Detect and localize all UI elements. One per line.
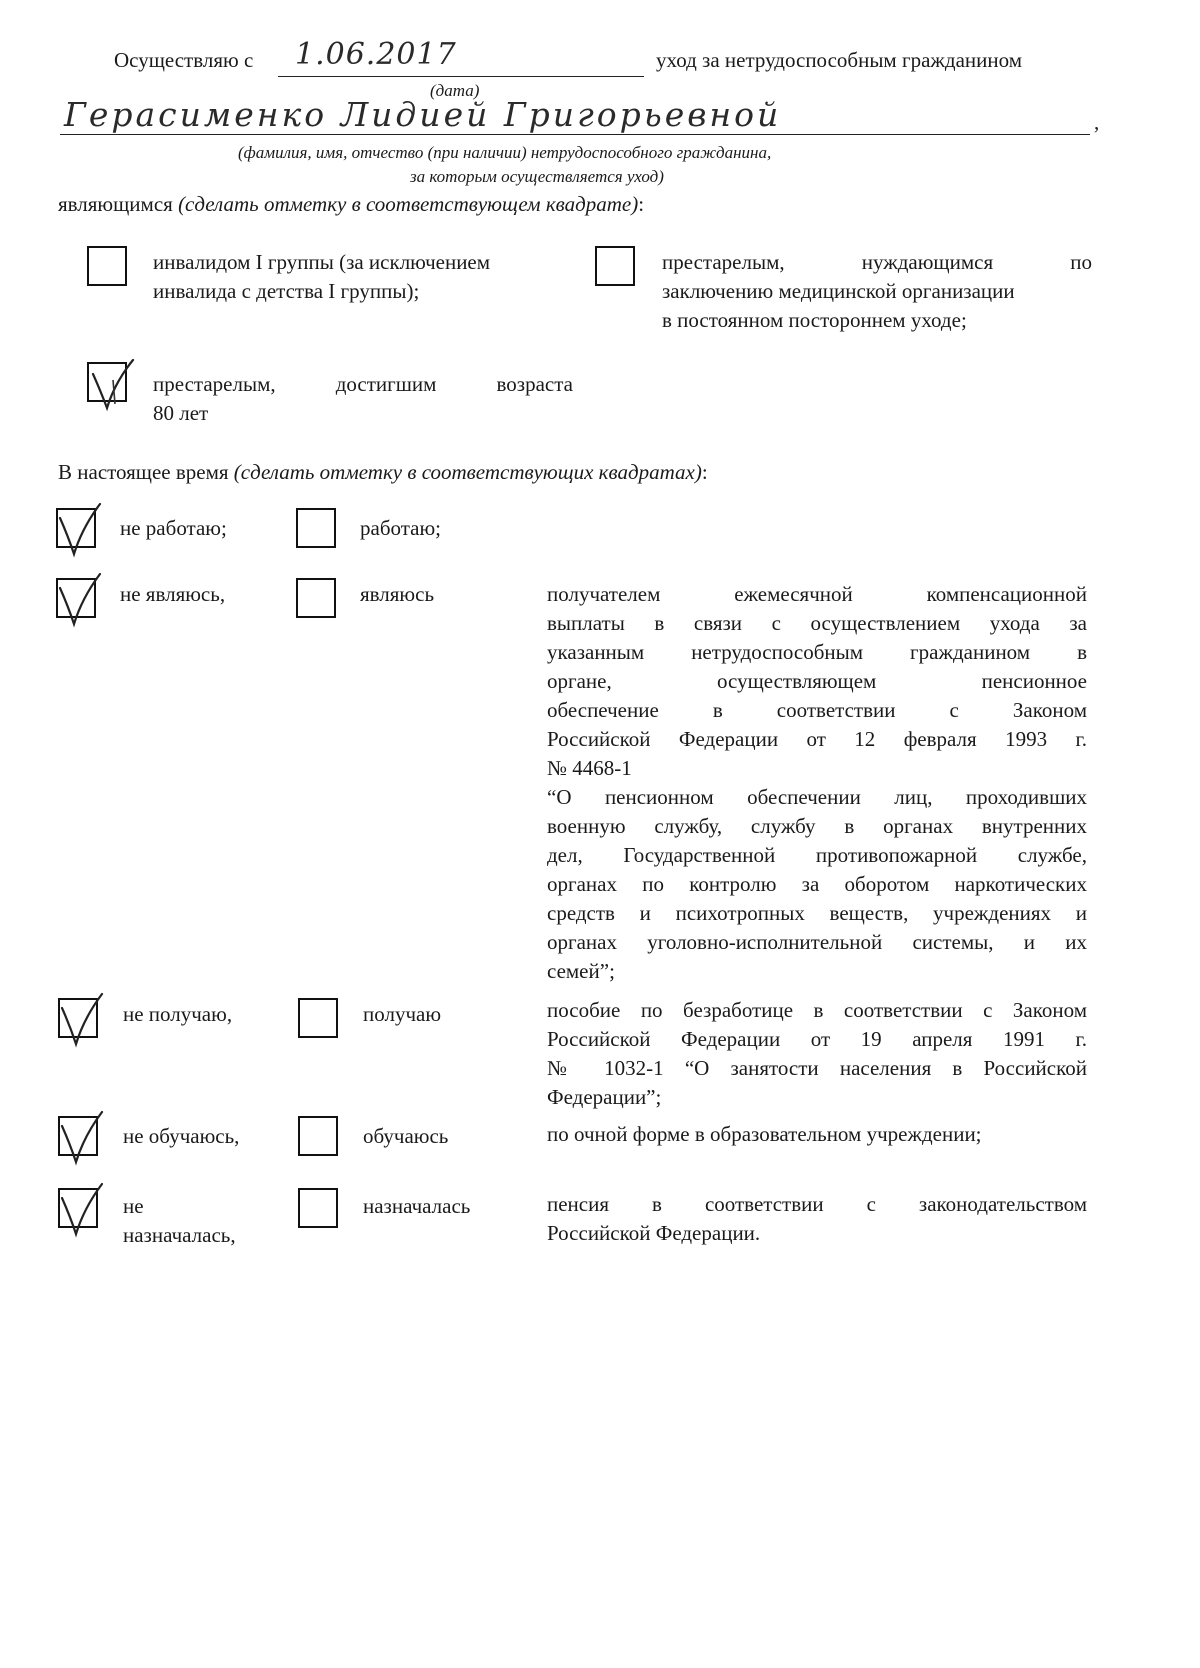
checkbox-working[interactable] [296, 508, 336, 548]
checkbox-pension-assigned[interactable] [298, 1188, 338, 1228]
status-intro-colon: : [638, 192, 645, 216]
label-line: назначалась, [123, 1223, 236, 1247]
checkbox-recipient[interactable] [296, 578, 336, 618]
description-line: выплаты в связи с осуществлением ухода за [547, 611, 1087, 635]
label-recipient: являюсь [360, 582, 435, 606]
description-line: пособие по безработице в соответствии с Законом [547, 998, 1087, 1022]
status-option-elderly-care [662, 248, 1092, 335]
unemployment-description [547, 996, 1087, 1112]
description-line: семей”; [547, 959, 615, 983]
description-line: пенсия в соответствии с законодательством [547, 1192, 1087, 1216]
description-line: “О пенсионном обеспечении лиц, проходивших [547, 785, 1087, 809]
checkbox-not-studying[interactable] [58, 1116, 98, 1156]
label-working: работаю; [360, 516, 442, 540]
name-caption-2: за которым осуществляется уход) [410, 167, 664, 186]
label-pension-assigned: назначалась [363, 1194, 471, 1218]
name-underline [60, 134, 1090, 135]
description-line: органе, осуществляющем пенсионное [547, 669, 1087, 693]
compensation-description [547, 580, 1087, 986]
checkbox-pension-not-assigned[interactable] [58, 1188, 98, 1228]
status-option-line: в постоянном постороннем уходе; [662, 308, 967, 332]
description-line: дел, Государственной противопожарной службе, [547, 843, 1087, 867]
description-line: Российской Федерации от 19 апреля 1991 г. [547, 1027, 1087, 1051]
description-line: указанным нетрудоспособным гражданином в [547, 640, 1087, 664]
status-option-line: инвалида с детства I группы); [153, 279, 420, 303]
current-intro [58, 458, 708, 487]
description-line: средств и психотропных веществ, учреждениях и [547, 901, 1087, 925]
carry-prefix: Осуществляю с [114, 48, 254, 72]
checkmark-icon [54, 988, 110, 1048]
date-caption: (дата) [430, 81, 480, 100]
current-intro-text: В настоящее время [58, 460, 229, 484]
checkmark-icon [54, 1106, 110, 1166]
description-line: обеспечение в соответствии с Законом [547, 698, 1087, 722]
description-line: получателем ежемесячной компенсационной [547, 582, 1087, 606]
description-line: Федерации”; [547, 1085, 662, 1109]
name-caption-1: (фамилия, имя, отчество (при наличии) нетрудоспособного гражданина, [238, 143, 772, 162]
checkbox-not-working[interactable] [56, 508, 96, 548]
checkbox-not-recipient[interactable] [56, 578, 96, 618]
status-option-disabled-group1 [153, 248, 573, 306]
date-underline [278, 76, 644, 77]
label-pension-not-assigned [123, 1192, 236, 1250]
label-not-receiving-benefit: не получаю, [123, 1002, 233, 1026]
carry-suffix: уход за нетрудоспособным гражданином [656, 48, 1023, 72]
status-checkbox-elderly-80[interactable] [87, 362, 127, 402]
checkmark-icon [52, 568, 108, 628]
label-not-studying: не обучаюсь, [123, 1124, 240, 1148]
status-option-line: престарелым, нуждающимся по [662, 250, 1092, 274]
status-option-line: 80 лет [153, 401, 209, 425]
checkbox-receiving-benefit[interactable] [298, 998, 338, 1038]
status-checkbox-elderly-care[interactable] [595, 246, 635, 286]
status-intro-text: являющимся [58, 192, 173, 216]
description-line: военную службу, службу в органах внутренних [547, 814, 1087, 838]
label-receiving-benefit: получаю [363, 1002, 442, 1026]
checkmark-icon [83, 352, 139, 412]
description-line: Российской Федерации от 12 февраля 1993 г. [547, 727, 1087, 751]
status-option-line: заключению медицинской организации [662, 279, 1015, 303]
checkbox-studying[interactable] [298, 1116, 338, 1156]
current-intro-colon: : [701, 460, 708, 484]
date-value: 1.06.2017 [295, 37, 457, 72]
description-line: Российской Федерации. [547, 1221, 761, 1245]
description-line: органах уголовно-исполнительной системы, и их [547, 930, 1087, 954]
status-checkbox-disabled-group1[interactable] [87, 246, 127, 286]
current-intro-note: (сделать отметку в соответствующих квадратах) [233, 460, 702, 484]
description-line: органах по контролю за оборотом наркотических [547, 872, 1087, 896]
checkmark-icon [52, 498, 108, 558]
status-intro-note: (сделать отметку в соответствующем квадрате) [178, 192, 639, 216]
studying-description: по очной форме в образовательном учреждении; [547, 1122, 982, 1146]
label-not-working: не работаю; [120, 516, 227, 540]
label-studying: обучаюсь [363, 1124, 449, 1148]
label-not-recipient: не являюсь, [120, 582, 226, 606]
name-comma: , [1094, 110, 1100, 134]
description-line: № 4468-1 [547, 756, 632, 780]
caregiver-name-value: Герасименко Лидией Григорьевной [64, 95, 782, 134]
checkmark-icon [54, 1178, 110, 1238]
status-option-line: инвалидом I группы (за исключением [153, 250, 491, 274]
label-line: не [123, 1194, 144, 1218]
checkbox-not-receiving-benefit[interactable] [58, 998, 98, 1038]
status-option-elderly-80 [153, 370, 573, 428]
description-line: № 1032-1 “О занятости населения в Российской [547, 1056, 1087, 1080]
status-option-line: престарелым, достигшим возраста [153, 372, 573, 396]
status-intro [58, 190, 644, 219]
pension-description [547, 1190, 1087, 1248]
